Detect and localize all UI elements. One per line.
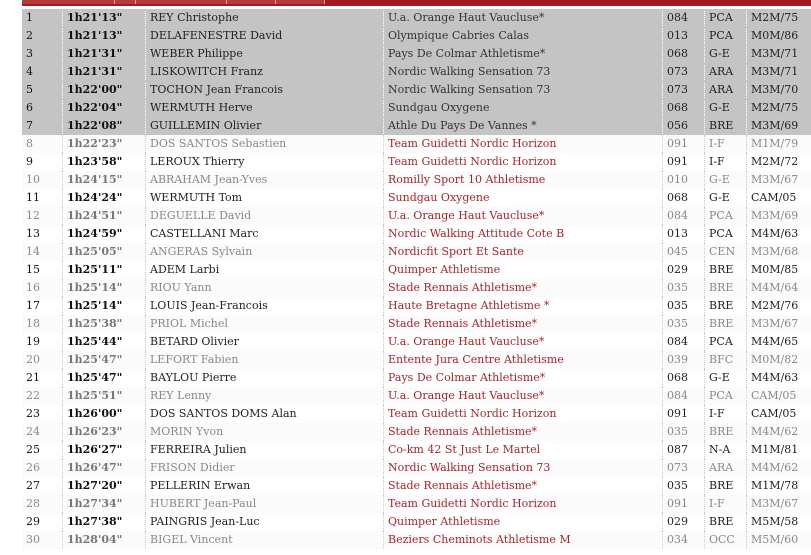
rank-cell: 11 — [26, 191, 40, 204]
club-link[interactable]: Romilly Sport 10 Athletisme — [384, 171, 663, 189]
athlete-name: FERREIRA Julien — [146, 441, 384, 459]
department-code: 087 — [663, 441, 705, 459]
rank-cell: 14 — [22, 243, 63, 261]
category-cell: M3M/71 — [747, 45, 811, 63]
time-cell: 1h22'23" — [63, 135, 146, 153]
department-code: 068 — [663, 45, 705, 63]
club-link[interactable]: U.a. Orange Haut Vaucluse* — [384, 333, 663, 351]
athlete-name: TOCHON Jean Francois — [146, 81, 384, 99]
category-cell: M4M/64 — [747, 279, 811, 297]
results-table — [22, 9, 811, 549]
club-link[interactable]: Quimper Athletisme — [384, 513, 663, 531]
rank-cell: 24 — [22, 423, 63, 441]
category-cell: CAM/05 — [747, 387, 811, 405]
athlete-name: WEBER Philippe — [146, 45, 384, 63]
table-row[interactable] — [22, 369, 811, 387]
time-cell: 1h26'23" — [63, 423, 146, 441]
region-code: N-A — [705, 441, 747, 459]
table-row[interactable] — [22, 297, 811, 315]
athlete-name: PAINGRIS Jean-Luc — [146, 513, 384, 531]
athlete-name: BIGEL Vincent — [146, 531, 384, 549]
department-code: 073 — [663, 63, 705, 81]
athlete-name: CASTELLANI Marc — [146, 225, 384, 243]
time-cell: 1h22'08" — [63, 117, 146, 135]
club-link[interactable]: Entente Jura Centre Athletisme — [384, 351, 663, 369]
department-code: 068 — [663, 99, 705, 117]
table-row[interactable] — [22, 99, 811, 117]
category-cell: M0M/85 — [747, 261, 811, 279]
department-code: 029 — [663, 261, 705, 279]
time-cell: 1h25'44" — [63, 333, 146, 351]
table-row[interactable] — [22, 387, 811, 405]
table-row[interactable] — [22, 171, 811, 189]
athlete-name: PELLERIN Erwan — [146, 477, 384, 495]
table-row[interactable] — [22, 315, 811, 333]
time-cell: 1h25'51" — [63, 387, 146, 405]
rank-cell: 25 — [26, 443, 40, 456]
table-row[interactable] — [22, 225, 811, 243]
club-link[interactable]: Team Guidetti Nordic Horizon — [384, 495, 663, 513]
department-code: 068 — [663, 369, 705, 387]
athlete-name: REY Lenny — [146, 387, 384, 405]
rank-cell: 19 — [26, 335, 40, 348]
department-code: 091 — [663, 405, 705, 423]
department-code: 056 — [663, 117, 705, 135]
department-code: 029 — [663, 513, 705, 531]
header-tab[interactable] — [115, 0, 136, 4]
category-cell: M3M/67 — [747, 495, 811, 513]
club-link[interactable]: U.a. Orange Haut Vaucluse* — [384, 207, 663, 225]
athlete-name: WERMUTH Herve — [146, 99, 384, 117]
time-cell: 1h21'13" — [63, 9, 146, 27]
region-code: BRE — [705, 279, 747, 297]
time-cell: 1h26'27" — [63, 441, 146, 459]
time-cell: 1h26'00" — [63, 405, 146, 423]
club-link[interactable]: Stade Rennais Athletisme* — [384, 315, 663, 333]
table-row[interactable] — [22, 9, 811, 27]
category-cell: M3M/69 — [747, 117, 811, 135]
rank-cell: 20 — [22, 351, 63, 369]
athlete-name: LOUIS Jean-Francois — [146, 297, 384, 315]
rank-cell: 7 — [22, 117, 63, 135]
time-cell: 1h24'51" — [63, 207, 146, 225]
athlete-name: DOS SANTOS DOMS Alan — [146, 405, 384, 423]
table-row[interactable] — [22, 261, 811, 279]
region-code: I-F — [705, 495, 747, 513]
department-code: 035 — [663, 423, 705, 441]
time-cell: 1h25'11" — [63, 261, 146, 279]
table-row[interactable] — [22, 495, 811, 513]
time-cell: 1h24'15" — [63, 171, 146, 189]
club-link[interactable]: Stade Rennais Athletisme* — [384, 423, 663, 441]
athlete-name: DEGUELLE David — [146, 207, 384, 225]
category-cell: CAM/05 — [747, 405, 811, 423]
region-code: G-E — [705, 369, 747, 387]
time-cell: 1h27'20" — [63, 477, 146, 495]
club-link[interactable]: Team Guidetti Nordic Horizon — [384, 153, 663, 171]
category-cell: M3M/68 — [747, 243, 811, 261]
time-cell: 1h24'59" — [63, 225, 146, 243]
category-cell: M4M/62 — [747, 423, 811, 441]
club-link[interactable]: Olympique Cabries Calas — [384, 27, 663, 45]
time-cell: 1h22'00" — [63, 81, 146, 99]
category-cell: M3M/70 — [747, 81, 811, 99]
rank-cell: 9 — [26, 155, 33, 168]
department-code: 073 — [663, 459, 705, 477]
club-link[interactable]: Team Guidetti Nordic Horizon — [384, 405, 663, 423]
rank-cell: 21 — [26, 371, 40, 384]
region-code: BRE — [705, 297, 747, 315]
rank-cell: 10 — [22, 171, 63, 189]
rank-cell: 29 — [26, 515, 40, 528]
athlete-name: DOS SANTOS Sebastien — [146, 135, 384, 153]
time-cell: 1h25'38" — [63, 315, 146, 333]
rank-cell: 4 — [22, 63, 63, 81]
department-code: 035 — [663, 297, 705, 315]
header-tab[interactable] — [276, 0, 325, 4]
region-code: G-E — [705, 45, 747, 63]
club-link[interactable]: Nordic Walking Sensation 73 — [384, 81, 663, 99]
athlete-name: WERMUTH Tom — [146, 189, 384, 207]
results-body — [22, 9, 811, 549]
athlete-name: ADEM Larbi — [146, 261, 384, 279]
header-tab[interactable] — [136, 0, 227, 4]
region-code: ARA — [705, 81, 747, 99]
club-link[interactable]: Pays De Colmar Athletisme* — [384, 369, 663, 387]
region-code: G-E — [705, 189, 747, 207]
department-code: 068 — [663, 189, 705, 207]
table-row[interactable] — [22, 45, 811, 63]
table-header-bar — [0, 0, 811, 9]
region-code: PCA — [705, 387, 747, 405]
table-row[interactable] — [22, 477, 811, 495]
club-link[interactable]: Stade Rennais Athletisme* — [384, 279, 663, 297]
category-cell: M2M/72 — [747, 153, 811, 171]
region-code: BRE — [705, 423, 747, 441]
department-code: 084 — [663, 9, 705, 27]
department-code: 091 — [663, 495, 705, 513]
department-code: 045 — [663, 243, 705, 261]
table-row[interactable] — [22, 405, 811, 423]
time-cell: 1h24'24" — [63, 189, 146, 207]
category-cell: M2M/76 — [747, 297, 811, 315]
category-cell: M1M/78 — [747, 477, 811, 495]
category-cell: M0M/82 — [747, 351, 811, 369]
region-code: PCA — [705, 27, 747, 45]
club-link[interactable]: Sundgau Oxygene — [384, 189, 663, 207]
category-cell: M1M/79 — [747, 135, 811, 153]
athlete-name: HUBERT Jean-Paul — [146, 495, 384, 513]
athlete-name: GUILLEMIN Olivier — [146, 117, 384, 135]
rank-cell: 18 — [22, 315, 63, 333]
time-cell: 1h21'31" — [63, 45, 146, 63]
athlete-name: LISKOWITCH Franz — [146, 63, 384, 81]
club-link[interactable]: U.a. Orange Haut Vaucluse* — [384, 387, 663, 405]
athlete-name: DELAFENESTRE David — [146, 27, 384, 45]
rank-cell: 22 — [22, 387, 63, 405]
category-cell: M3M/69 — [747, 207, 811, 225]
department-code: 013 — [663, 27, 705, 45]
club-link[interactable]: Haute Bretagne Athletisme * — [384, 297, 663, 315]
department-code: 034 — [663, 531, 705, 549]
table-row[interactable] — [22, 27, 811, 45]
athlete-name: LEROUX Thierry — [146, 153, 384, 171]
rank-cell: 27 — [26, 479, 40, 492]
category-cell: M4M/63 — [747, 369, 811, 387]
table-row[interactable] — [22, 459, 811, 477]
header-tab[interactable] — [227, 0, 276, 4]
department-code: 091 — [663, 153, 705, 171]
rank-cell: 2 — [22, 27, 63, 45]
rank-cell: 5 — [22, 81, 63, 99]
region-code: ARA — [705, 63, 747, 81]
athlete-name: BETARD Olivier — [146, 333, 384, 351]
table-row[interactable] — [22, 423, 811, 441]
rank-cell: 30 — [22, 531, 63, 549]
department-code: 084 — [663, 387, 705, 405]
region-code: PCA — [705, 9, 747, 27]
club-link[interactable]: Athle Du Pays De Vannes * — [384, 117, 663, 135]
table-row[interactable] — [22, 81, 811, 99]
club-link[interactable]: U.a. Orange Haut Vaucluse* — [384, 9, 663, 27]
rank-cell: 26 — [22, 459, 63, 477]
region-code: BRE — [705, 477, 747, 495]
header-tab[interactable] — [22, 0, 115, 4]
department-code: 084 — [663, 207, 705, 225]
table-row[interactable] — [22, 441, 811, 459]
table-row[interactable] — [22, 351, 811, 369]
club-link[interactable]: Co-km 42 St Just Le Martel — [384, 441, 663, 459]
club-link[interactable]: Pays De Colmar Athletisme* — [384, 45, 663, 63]
club-link[interactable]: Nordic Walking Attitude Cote B — [384, 225, 663, 243]
table-row[interactable] — [22, 135, 811, 153]
region-code: PCA — [705, 207, 747, 225]
time-cell: 1h26'47" — [63, 459, 146, 477]
rank-cell: 15 — [26, 263, 40, 276]
region-code: BRE — [705, 315, 747, 333]
time-cell: 1h23'58" — [63, 153, 146, 171]
time-cell: 1h28'04" — [63, 531, 146, 549]
department-code: 010 — [663, 171, 705, 189]
department-code: 073 — [663, 81, 705, 99]
region-code: BRE — [705, 513, 747, 531]
club-link[interactable]: Nordicfit Sport Et Sante — [384, 243, 663, 261]
category-cell: M1M/81 — [747, 441, 811, 459]
rank-cell: 16 — [22, 279, 63, 297]
athlete-name: MORIN Yvon — [146, 423, 384, 441]
department-code: 035 — [663, 279, 705, 297]
table-row[interactable] — [22, 513, 811, 531]
table-row[interactable] — [22, 333, 811, 351]
athlete-name: PRIOL Michel — [146, 315, 384, 333]
department-code: 035 — [663, 315, 705, 333]
table-row[interactable] — [22, 279, 811, 297]
region-code: BFC — [705, 351, 747, 369]
table-row[interactable] — [22, 153, 811, 171]
athlete-name: ANGERAS Sylvain — [146, 243, 384, 261]
club-link[interactable]: Nordic Walking Sensation 73 — [384, 63, 663, 81]
athlete-name: BAYLOU Pierre — [146, 369, 384, 387]
region-code: BRE — [705, 117, 747, 135]
table-row[interactable] — [22, 117, 811, 135]
category-cell: M5M/60 — [747, 531, 811, 549]
region-code: G-E — [705, 99, 747, 117]
club-link[interactable]: Quimper Athletisme — [384, 261, 663, 279]
rank-cell: 17 — [26, 299, 40, 312]
rank-cell: 3 — [22, 45, 63, 63]
region-code: PCA — [705, 333, 747, 351]
rank-cell: 13 — [26, 227, 40, 240]
time-cell: 1h25'14" — [63, 297, 146, 315]
rank-cell: 6 — [22, 99, 63, 117]
table-row[interactable] — [22, 63, 811, 81]
category-cell: M4M/65 — [747, 333, 811, 351]
department-code: 091 — [663, 135, 705, 153]
category-cell: M3M/67 — [747, 171, 811, 189]
time-cell: 1h25'05" — [63, 243, 146, 261]
club-link[interactable]: Beziers Cheminots Athletisme M — [384, 531, 663, 549]
table-row[interactable] — [22, 531, 811, 549]
table-row[interactable] — [22, 207, 811, 225]
club-link[interactable]: Team Guidetti Nordic Horizon — [384, 135, 663, 153]
department-code: 035 — [663, 477, 705, 495]
time-cell: 1h27'38" — [63, 513, 146, 531]
region-code: OCC — [705, 531, 747, 549]
rank-cell: 1 — [22, 9, 63, 27]
time-cell: 1h25'14" — [63, 279, 146, 297]
club-link[interactable]: Stade Rennais Athletisme* — [384, 477, 663, 495]
region-code: I-F — [705, 153, 747, 171]
athlete-name: LEFORT Fabien — [146, 351, 384, 369]
category-cell: M2M/75 — [747, 99, 811, 117]
table-row[interactable] — [22, 189, 811, 207]
region-code: I-F — [705, 405, 747, 423]
category-cell: M4M/62 — [747, 459, 811, 477]
athlete-name: FRISON Didier — [146, 459, 384, 477]
region-code: ARA — [705, 459, 747, 477]
athlete-name: REY Christophe — [146, 9, 384, 27]
category-cell: M4M/63 — [747, 225, 811, 243]
time-cell: 1h25'47" — [63, 369, 146, 387]
athlete-name: RIOU Yann — [146, 279, 384, 297]
time-cell: 1h21'31" — [63, 63, 146, 81]
club-link[interactable]: Sundgau Oxygene — [384, 99, 663, 117]
department-code: 084 — [663, 333, 705, 351]
athlete-name: ABRAHAM Jean-Yves — [146, 171, 384, 189]
rank-cell: 8 — [22, 135, 63, 153]
department-code: 013 — [663, 225, 705, 243]
region-code: G-E — [705, 171, 747, 189]
category-cell: M3M/71 — [747, 63, 811, 81]
region-code: PCA — [705, 225, 747, 243]
time-cell: 1h27'34" — [63, 495, 146, 513]
category-cell: M3M/67 — [747, 315, 811, 333]
category-cell: M5M/58 — [747, 513, 811, 531]
region-code: CEN — [705, 243, 747, 261]
time-cell: 1h22'04" — [63, 99, 146, 117]
club-link[interactable]: Nordic Walking Sensation 73 — [384, 459, 663, 477]
rank-cell: 23 — [26, 407, 40, 420]
table-row[interactable] — [22, 243, 811, 261]
region-code: BRE — [705, 261, 747, 279]
category-cell: M0M/86 — [747, 27, 811, 45]
category-cell: CAM/05 — [747, 189, 811, 207]
category-cell: M2M/75 — [747, 9, 811, 27]
time-cell: 1h21'13" — [63, 27, 146, 45]
department-code: 039 — [663, 351, 705, 369]
rank-cell: 12 — [22, 207, 63, 225]
time-cell: 1h25'47" — [63, 351, 146, 369]
region-code: I-F — [705, 135, 747, 153]
rank-cell: 28 — [22, 495, 63, 513]
